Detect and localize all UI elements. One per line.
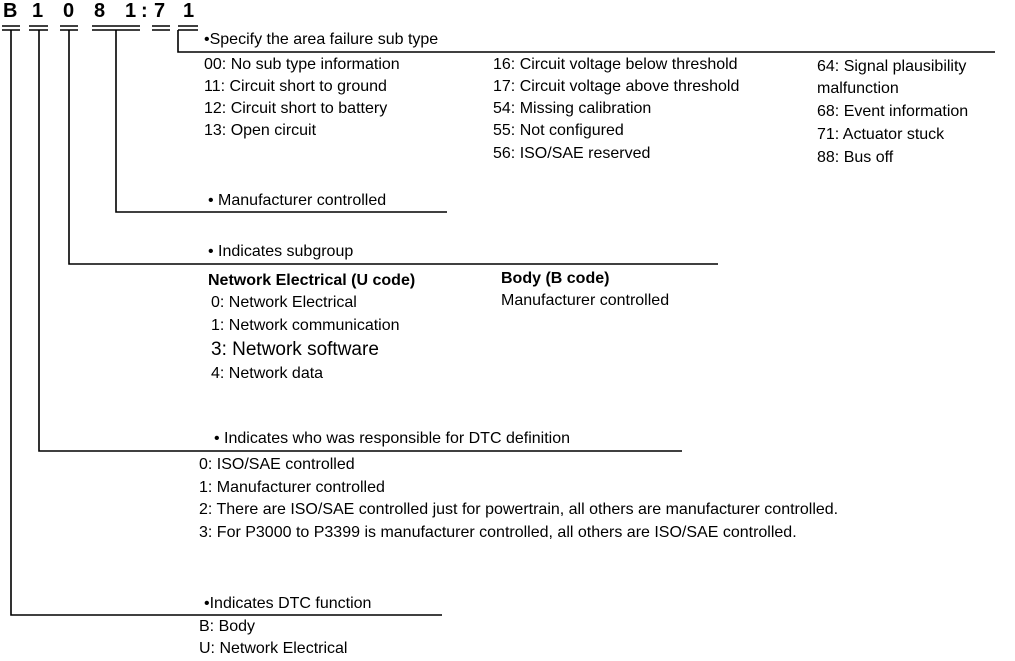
network-item: 0: Network Electrical	[211, 294, 357, 311]
underline-0	[60, 26, 78, 30]
subtype-item: 71: Actuator stuck	[817, 126, 945, 143]
code-char-8: 8	[94, 0, 106, 22]
function-item: U: Network Electrical	[199, 640, 348, 657]
code-char-0: 0	[63, 0, 75, 22]
subtype-item: 13: Open circuit	[204, 122, 317, 139]
subtype-item: 54: Missing calibration	[493, 100, 652, 117]
responsible-item: 0: ISO/SAE controlled	[199, 456, 355, 473]
function-header: •Indicates DTC function	[204, 595, 372, 612]
code-char-7: 7	[154, 0, 166, 22]
subgroup-header: • Indicates subgroup	[208, 243, 354, 260]
responsible-header: • Indicates who was responsible for DTC definition	[214, 430, 570, 447]
function-item: B: Body	[199, 618, 256, 635]
body-text: Manufacturer controlled	[501, 292, 670, 309]
code-char-1c: 1	[183, 0, 195, 22]
subtype-item: 12: Circuit short to battery	[204, 100, 388, 117]
code-char-1: 1	[32, 0, 44, 22]
subtype-item: 56: ISO/SAE reserved	[493, 145, 651, 162]
subtype-header: •Specify the area failure sub type	[204, 31, 439, 48]
responsible-item: 3: For P3000 to P3399 is manufacturer controlled, all others are ISO/SAE controlled.	[199, 524, 797, 541]
underline-last-1	[178, 26, 198, 30]
subtype-item: 16: Circuit voltage below threshold	[493, 56, 738, 73]
network-item: 3: Network software	[211, 339, 379, 360]
subtype-item: 11: Circuit short to ground	[204, 78, 387, 95]
code-char-b: B	[3, 0, 18, 22]
underline-81	[92, 26, 140, 30]
code-char-1b: 1	[125, 0, 137, 22]
network-item: 1: Network communication	[211, 317, 400, 334]
subtype-item: 64: Signal plausibility	[817, 58, 967, 75]
subtype-item: 88: Bus off	[817, 149, 894, 166]
subtype-item: malfunction	[817, 80, 899, 97]
manufacturer-header: • Manufacturer controlled	[208, 192, 387, 209]
subtype-item: 00: No sub type information	[204, 56, 400, 73]
underline-1	[29, 26, 48, 30]
network-item: 4: Network data	[211, 365, 324, 382]
code-colon: :	[141, 0, 148, 22]
subtype-item: 55: Not configured	[493, 122, 624, 139]
network-title: Network Electrical (U code)	[208, 272, 416, 289]
underline-7	[152, 26, 170, 30]
body-title: Body (B code)	[501, 270, 610, 287]
subtype-item: 17: Circuit voltage above threshold	[493, 78, 740, 95]
responsible-item: 2: There are ISO/SAE controlled just for powertrain, all others are manufacturer controlled.	[199, 501, 839, 518]
subtype-item: 68: Event information	[817, 103, 969, 120]
underline-b	[2, 26, 20, 30]
responsible-item: 1: Manufacturer controlled	[199, 479, 385, 496]
